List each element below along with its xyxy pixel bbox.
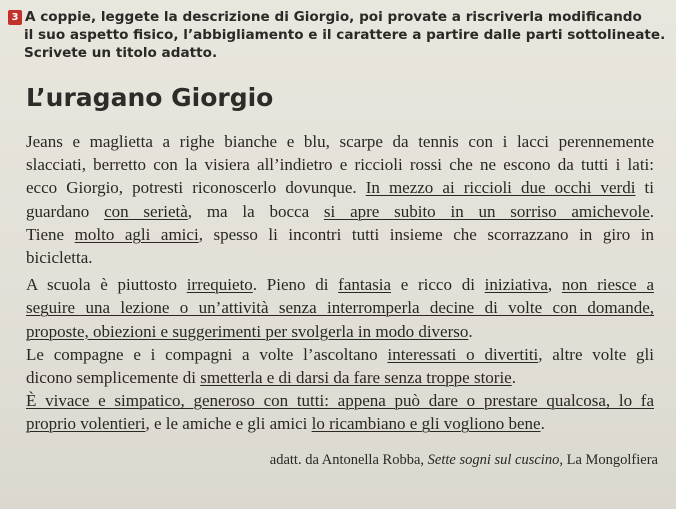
- text-span: , ma la bocca: [187, 201, 324, 221]
- citation-book-title: Sette sogni sul cuscino: [427, 452, 560, 468]
- story-line: [26, 246, 654, 269]
- story-line: [26, 320, 654, 343]
- text-span: ti: [635, 178, 654, 198]
- story-line: [26, 343, 654, 366]
- underlined-phrase: interessati o divertiti: [387, 344, 539, 364]
- underlined-phrase: si apre subito in un sorriso amichevole: [323, 201, 650, 221]
- text-span: ecco Giorgio, potresti riconoscerlo dovunque.: [26, 178, 366, 198]
- story-line: [26, 366, 654, 389]
- underlined-phrase: non riesce a: [561, 275, 654, 295]
- text-span: A scuola è piuttosto: [26, 275, 187, 295]
- underlined-phrase: In mezzo ai riccioli due occhi verdi: [365, 178, 636, 198]
- underlined-phrase: iniziativa: [484, 275, 548, 295]
- story-text: [26, 130, 654, 436]
- story-line: [26, 130, 654, 153]
- instruction-text: A coppie, leggete la descrizione di Giorgio, poi provate a riscriverla modificando: [25, 9, 642, 25]
- source-citation: [270, 452, 658, 469]
- underlined-phrase: molto agli amici: [74, 224, 199, 244]
- story-line: [26, 389, 654, 412]
- story-line: [26, 223, 654, 246]
- story-line: [26, 412, 654, 435]
- underlined-phrase: proprio volentieri: [26, 414, 146, 434]
- text-span: .: [511, 368, 516, 388]
- text-span: Jeans e maglietta a righe bianche e blu, scarpe da tennis con i lacci perennemente: [26, 132, 654, 151]
- text-span: e ricco di: [391, 275, 485, 295]
- underlined-phrase: irrequieto: [186, 275, 253, 295]
- instruction-line: Scrivete un titolo adatto.: [24, 45, 218, 61]
- text-span: .: [649, 201, 654, 221]
- citation-prefix: adatt. da Antonella Robba,: [269, 452, 428, 468]
- text-span: . Pieno di: [252, 275, 339, 295]
- text-span: bicicletta.: [26, 248, 93, 268]
- underlined-phrase: proposte, obiezioni e suggerimenti per svolgerla in modo diverso: [26, 321, 469, 341]
- text-span: , spesso li incontri tutti insieme che scorrazzano in giro in: [198, 224, 655, 244]
- text-span: Tiene: [26, 224, 75, 244]
- text-span: dicono semplicemente di: [26, 368, 201, 388]
- text-span: slacciati, berretto con la visiera all’indietro e riccioli rossi che ne escono da tutti i lati:: [26, 155, 654, 175]
- exercise-number-badge: 3: [8, 10, 22, 25]
- text-span: Le compagne e i compagni a volte l’ascoltano: [26, 344, 388, 364]
- text-span: ,: [547, 275, 562, 295]
- story-line: [26, 176, 654, 199]
- citation-publisher: , La Mongolfiera: [559, 452, 658, 468]
- story-line: [26, 153, 654, 176]
- story-line: [26, 296, 654, 319]
- exercise-instructions: [8, 8, 668, 62]
- text-span: .: [540, 414, 545, 434]
- text-span: , e le amiche e gli amici: [145, 414, 312, 434]
- underlined-phrase: È vivace e simpatico, generoso con tutti: appena può dare o prestare qualcosa, lo fa: [26, 391, 654, 411]
- story-line: [26, 200, 654, 223]
- story-title: L’uragano Giorgio: [26, 83, 274, 112]
- underlined-phrase: lo ricambiano e gli vogliono bene: [311, 414, 541, 434]
- text-span: , altre volte gli: [538, 344, 655, 364]
- underlined-phrase: con serietà: [104, 201, 188, 221]
- underlined-phrase: smetterla e di darsi da fare senza troppe storie: [200, 368, 512, 388]
- story-line: [26, 273, 654, 296]
- instruction-line: il suo aspetto fisico, l’abbigliamento e il carattere a partire dalle parti sottolineate.: [24, 27, 666, 43]
- instruction-line: [8, 8, 668, 26]
- text-span: guardano: [26, 201, 105, 221]
- text-span: .: [468, 321, 473, 341]
- underlined-phrase: seguire una lezione o un’attività senza interromperla decine di volte con domande,: [26, 298, 654, 318]
- underlined-phrase: fantasia: [338, 275, 392, 295]
